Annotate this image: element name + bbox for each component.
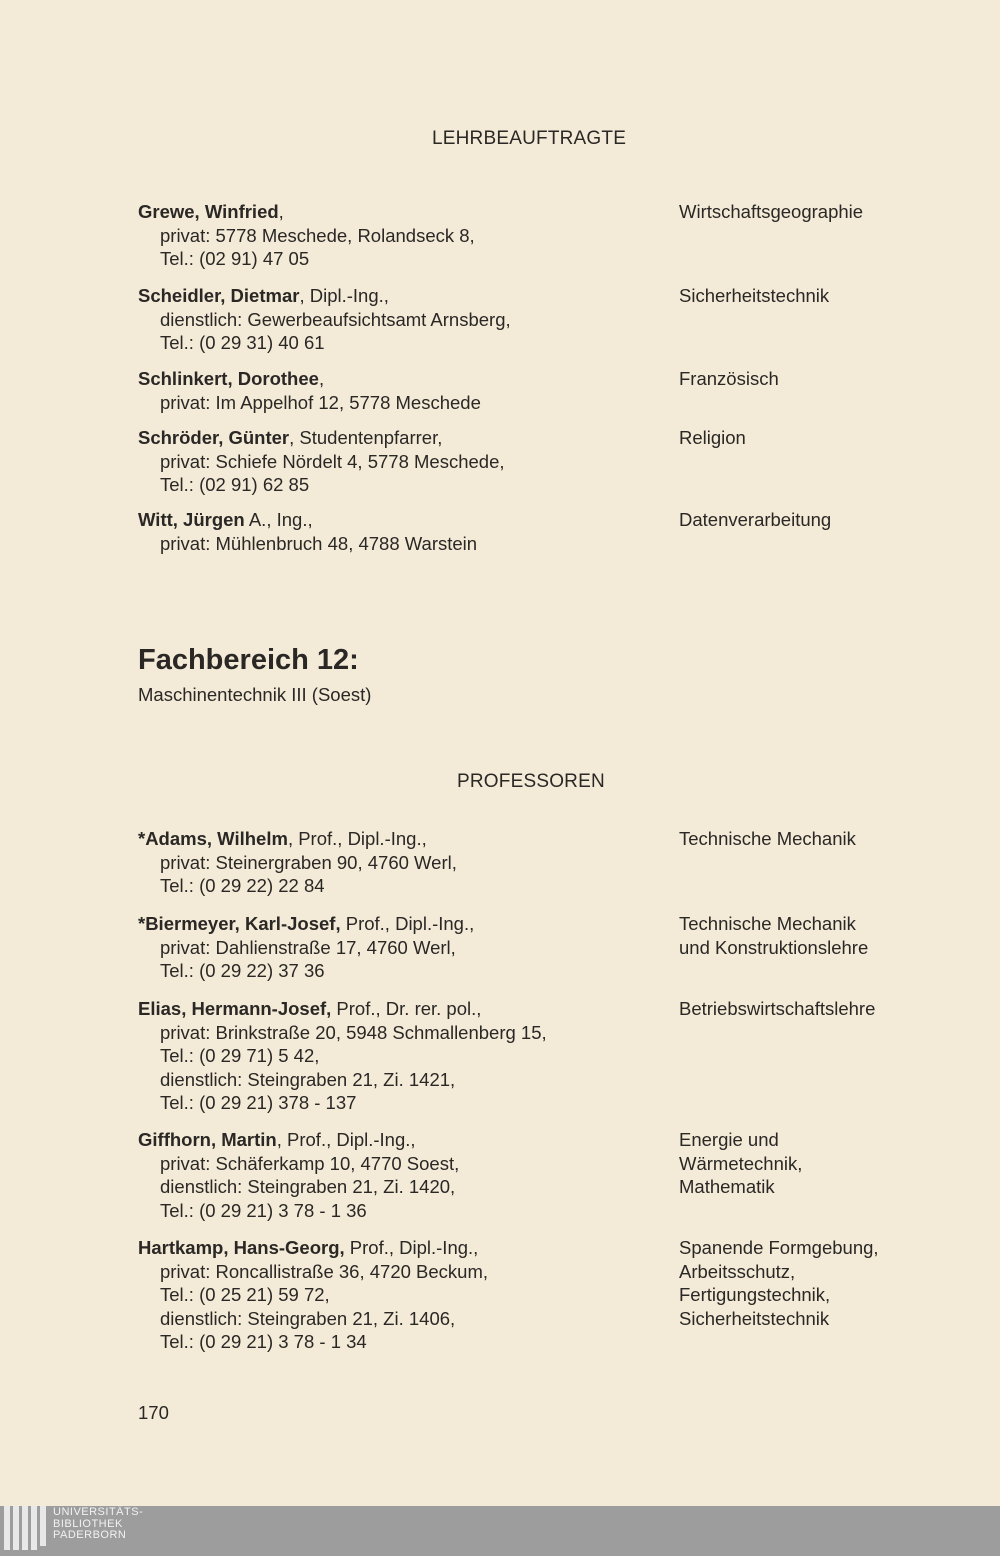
contact-line: privat: Steinergraben 90, 4760 Werl, [160,851,457,873]
contact-line: privat: Schäferkamp 10, 4770 Soest, [160,1152,460,1174]
entry-subjects [679,997,979,1021]
entry-name [138,997,658,1021]
logo-line: PADERBORN [53,1529,127,1541]
subject-line: Sicherheitstechnik [679,1307,830,1329]
person-title: Prof., Dipl.-Ing., [344,1237,479,1258]
person-name: *Adams, Wilhelm [138,828,288,849]
person-title: Prof., Dr. rer. pol., [331,998,482,1019]
entry-details [138,200,658,271]
entry-subjects [679,1236,979,1330]
person-name: Elias, Hermann-Josef, [138,998,332,1019]
entry-name [138,284,658,308]
contact-line: dienstlich: Steingraben 21, Zi. 1420, [160,1176,456,1197]
contact-line: dienstlich: Gewerbeaufsichtsamt Arnsberg, [160,308,511,330]
entry-name [138,367,658,391]
person-name: Giffhorn, Martin [138,1129,277,1150]
contact-line: privat: Schiefe Nördelt 4, 5778 Meschede, [160,450,505,472]
contact-line: Tel.: (02 91) 62 85 [160,474,310,495]
contact-line: dienstlich: Steingraben 21, Zi. 1406, [160,1307,456,1329]
entry-details [138,1236,658,1354]
entry-details [138,426,658,497]
subject-line: Energie und [679,1129,779,1150]
subject-line: Technische Mechanik [679,913,856,934]
person-name: *Biermeyer, Karl-Josef, [138,913,341,934]
person-title: , Studentenpfarrer, [289,427,443,448]
subject-line: Fertigungstechnik, [679,1284,831,1305]
fachbereich-subtitle: Maschinentechnik III (Soest) [138,684,372,705]
professoren-heading: PROFESSOREN [457,771,605,792]
entry-details [138,827,658,898]
person-title: Prof., Dipl.-Ing., [340,913,475,934]
contact-line: Tel.: (0 25 21) 59 72, [160,1284,330,1305]
entry-subjects [679,827,979,851]
subject-line: Sicherheitstechnik [679,285,830,306]
entry-details [138,1128,658,1222]
entry-subjects [679,508,979,532]
logo-line: BIBLIOTHEK [53,1517,123,1530]
entry-name [138,1128,658,1152]
contact-line: Tel.: (0 29 31) 40 61 [160,332,325,353]
contact-line: dienstlich: Steingraben 21, Zi. 1421, [160,1068,456,1090]
contact-line: privat: 5778 Meschede, Rolandseck 8, [160,224,475,246]
person-title: , Prof., Dipl.-Ing., [276,1129,416,1150]
fachbereich-title: Fachbereich 12: [138,644,359,676]
subject-line: und Konstruktionslehre [679,936,869,958]
entry-details [138,284,658,355]
entry-subjects [679,367,979,391]
entry-name [138,912,658,936]
contact-line: Tel.: (02 91) 47 05 [160,248,310,269]
contact-line: privat: Brinkstraße 20, 5948 Schmallenberg 15, [160,1021,547,1043]
entry-details [138,912,658,983]
subject-line: Datenverarbeitung [679,509,832,530]
entry-details [138,997,658,1115]
person-title: , Dipl.-Ing., [299,285,389,306]
contact-line: Tel.: (0 29 21) 3 78 - 1 34 [160,1331,367,1352]
person-title: , [278,201,284,222]
entry-name [138,827,658,851]
entry-name [138,1236,658,1260]
entry-subjects [679,426,979,450]
person-name: Grewe, Winfried [138,201,279,222]
contact-line: privat: Roncallistraße 36, 4720 Beckum, [160,1260,489,1282]
subject-line: Wärmetechnik, [679,1152,803,1174]
library-footer [0,1506,1000,1556]
subject-line: Arbeitsschutz, [679,1260,796,1282]
person-name: Schröder, Günter [138,427,290,448]
entry-subjects [679,200,979,224]
entry-name [138,426,658,450]
subject-line: Spanende Formgebung, [679,1237,879,1258]
person-name: Schlinkert, Dorothee [138,368,319,389]
contact-line: privat: Im Appelhof 12, 5778 Meschede [160,391,481,413]
contact-line: privat: Dahlienstraße 17, 4760 Werl, [160,936,456,958]
entry-details [138,508,658,555]
subject-line: Französisch [679,368,779,389]
person-title: A., Ing., [244,509,313,530]
entry-subjects [679,912,979,959]
entry-name [138,508,658,532]
page-number: 170 [138,1402,169,1423]
contact-line: Tel.: (0 29 22) 37 36 [160,960,325,981]
subject-line: Mathematik [679,1176,775,1197]
entry-subjects [679,1128,979,1199]
lehrbeauftragte-heading: LEHRBEAUFTRAGTE [432,128,627,149]
contact-line: privat: Mühlenbruch 48, 4788 Warstein [160,532,478,554]
subject-line: Betriebswirtschaftslehre [679,998,876,1019]
library-logo-text [53,1507,143,1542]
subject-line: Wirtschaftsgeographie [679,201,864,222]
contact-line: Tel.: (0 29 21) 3 78 - 1 36 [160,1199,367,1221]
contact-line: Tel.: (0 29 22) 22 84 [160,875,325,896]
contact-line: Tel.: (0 29 71) 5 42, [160,1045,320,1066]
subject-line: Technische Mechanik [679,828,856,849]
person-title: , Prof., Dipl.-Ing., [287,828,427,849]
entry-subjects [679,284,979,308]
entry-name [138,200,658,224]
contact-line: Tel.: (0 29 21) 378 - 137 [160,1092,357,1113]
person-title: , [318,368,325,389]
logo-line: UNIVERSITÄTS- [53,1506,144,1518]
subject-line: Religion [679,427,746,448]
person-name: Scheidler, Dietmar [138,285,300,306]
entry-details [138,367,658,414]
person-name: Witt, Jürgen [138,509,245,530]
person-name: Hartkamp, Hans-Georg, [138,1237,345,1258]
